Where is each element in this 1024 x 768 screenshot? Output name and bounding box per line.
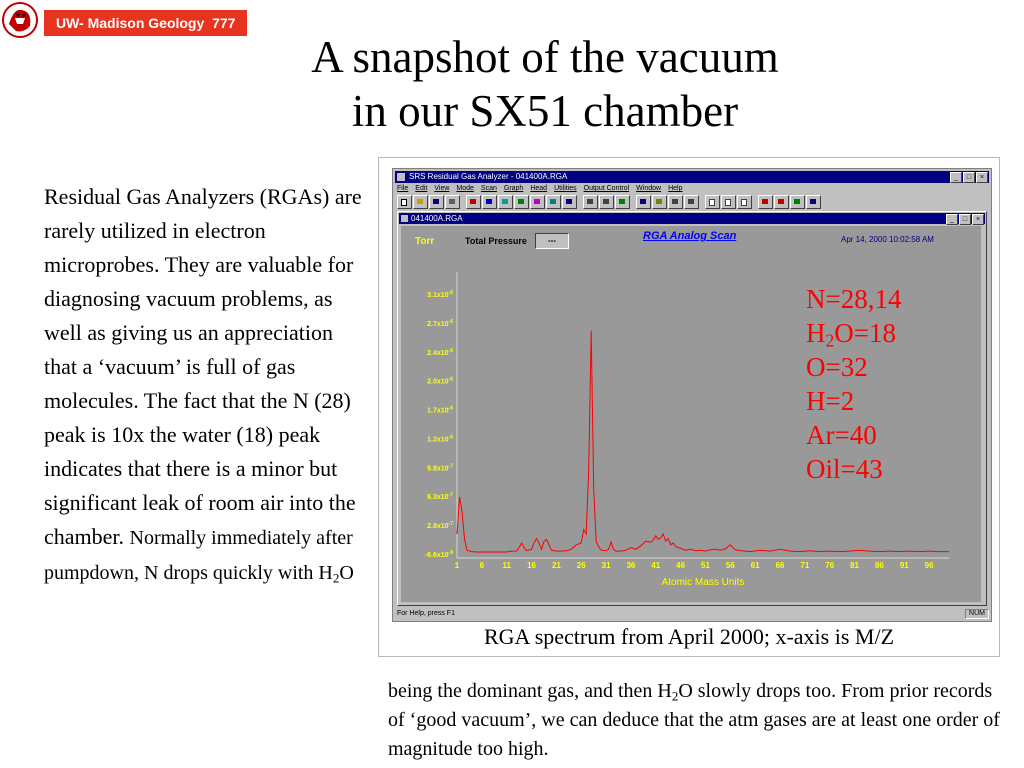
print-button[interactable]	[445, 195, 460, 209]
scan-mode-button-6[interactable]	[546, 195, 561, 209]
course-badge: UW- Madison Geology 777	[44, 10, 247, 36]
app-icon	[397, 173, 405, 181]
document-titlebar	[399, 213, 985, 224]
x-tick-label: 86	[874, 561, 884, 570]
y-tick-label: $2.8x10^{-7}$	[427, 521, 453, 531]
title-line-2: in our SX51 chamber	[351, 86, 739, 136]
menu-output-control[interactable]: Output Control	[583, 185, 630, 192]
toolbar	[397, 195, 821, 209]
legend-oil: Oil=43	[806, 454, 883, 484]
doc-restore-button[interactable]: □	[959, 214, 971, 225]
y-tick-label: $2.4x10^{-6}$	[427, 347, 453, 357]
menu-scan[interactable]: Scan	[480, 185, 497, 192]
status-text: For Help, press F1	[397, 610, 455, 617]
tool-button-1[interactable]	[758, 195, 773, 209]
y-tick-label: $6.3x10^{-7}$	[427, 492, 453, 502]
x-tick-label: 26	[576, 561, 586, 570]
menu-edit[interactable]: Edit	[415, 185, 428, 192]
total-pressure-value: ---	[535, 233, 569, 249]
menu-graph[interactable]: Graph	[503, 185, 524, 192]
legend-argon: Ar=40	[806, 420, 877, 450]
menu-bar	[397, 184, 682, 194]
x-tick-label: 66	[775, 561, 785, 570]
y-tick-label: $2.0x10^{-6}$	[427, 376, 453, 386]
y-tick-label: $1.7x10^{-6}$	[427, 405, 453, 415]
legend-hydrogen: H=2	[806, 386, 855, 416]
slide-title	[220, 30, 870, 138]
screenshot-frame	[378, 157, 1000, 657]
legend-oxygen: O=32	[806, 352, 868, 382]
x-tick-label: 11	[502, 561, 511, 570]
x-tick-label: 6	[479, 561, 485, 570]
left-paragraph-2: Normally immediately after pumpdown, N drops quickly with $H_2O$	[44, 527, 354, 586]
peak-legend	[806, 282, 901, 486]
y-tick-label: $-6.6x10^{-8}$	[424, 550, 453, 559]
x-tick-label: 41	[651, 561, 661, 570]
num-lock-indicator: NUM	[965, 609, 989, 619]
x-tick-label: 31	[601, 561, 611, 570]
scan-mode-button-4[interactable]	[514, 195, 529, 209]
scan-mode-button-7[interactable]	[562, 195, 577, 209]
legend-nitrogen: N=28,14	[806, 284, 902, 314]
x-tick-label: 46	[676, 561, 686, 570]
x-tick-label: 96	[924, 561, 934, 570]
window-button-3[interactable]	[737, 195, 752, 209]
rga-application-window	[392, 168, 992, 622]
x-tick-label: 36	[626, 561, 636, 570]
menu-window[interactable]: Window	[636, 185, 662, 192]
y-tick-label: $9.8x10^{-7}$	[427, 463, 453, 473]
doc-close-button[interactable]: ×	[972, 214, 984, 225]
x-tick-label: 61	[750, 561, 760, 570]
scan-timestamp: Apr 14, 2000 10:02:58 AM	[841, 235, 934, 244]
total-pressure-label: Total Pressure	[465, 236, 527, 246]
status-bar	[395, 609, 989, 619]
unit-label: Torr	[415, 236, 435, 247]
x-axis-title: Atomic Mass Units	[661, 577, 745, 588]
new-file-button[interactable]	[397, 195, 412, 209]
figure-caption: RGA spectrum from April 2000; x-axis is M/Z	[483, 624, 895, 649]
y-tick-label: $3.1x10^{-6}$	[427, 290, 453, 299]
x-tick-label: 16	[527, 561, 536, 570]
title-line-1: A snapshot of the vacuum	[311, 32, 779, 82]
scan-title: RGA Analog Scan	[643, 230, 737, 242]
scan-mode-button-2[interactable]	[482, 195, 497, 209]
document-icon	[401, 215, 408, 222]
arrow-left-button[interactable]	[668, 195, 683, 209]
x-tick-label: 56	[725, 561, 735, 570]
x-tick-label: 71	[800, 561, 810, 570]
menu-file[interactable]: File	[397, 185, 409, 192]
head-button-2[interactable]	[652, 195, 667, 209]
menu-head[interactable]: Head	[530, 185, 548, 192]
legend-water: $H_2O=18$	[806, 318, 896, 351]
x-tick-label: 81	[850, 561, 860, 570]
y-tick-label: $1.3x10^{-6}$	[427, 434, 453, 444]
window-button-1[interactable]	[705, 195, 720, 209]
head-button-1[interactable]	[636, 195, 651, 209]
menu-mode[interactable]: Mode	[456, 185, 474, 192]
open-file-button[interactable]	[413, 195, 428, 209]
close-button[interactable]: ×	[976, 172, 988, 183]
bottom-body-text: being the dominant gas, and then $H_2O$ slowly drops too. From prior records of ‘good vacuum’, we can deduce that the atm gases are at least one order of magnitude too high.	[388, 680, 1000, 760]
doc-minimize-button[interactable]: _	[946, 214, 958, 225]
menu-utilities[interactable]: Utilities	[554, 185, 577, 192]
left-body-text	[44, 180, 364, 590]
graph-button-3[interactable]	[615, 195, 630, 209]
graph-button-1[interactable]	[583, 195, 598, 209]
scan-mode-button-3[interactable]	[498, 195, 513, 209]
x-tick-label: 51	[701, 561, 710, 570]
y-tick-label: $2.7x10^{-6}$	[427, 318, 453, 328]
context-help-button[interactable]	[806, 195, 821, 209]
left-paragraph-1: Residual Gas Analyzers (RGAs) are rarely utilized in electron microprobes. They are valuable for diagnosing vacuum problems, as well as giving us an appreciation that a ‘vacuum’ is full of gas molecules. The fact that the N (28) peak is 10x the water (18) peak indicates that there is a minor but significant leak of room air into the chamber.	[44, 184, 362, 549]
scan-mode-button-1[interactable]	[466, 195, 481, 209]
minimize-button[interactable]: _	[950, 172, 962, 183]
x-tick-label: 76	[825, 561, 835, 570]
menu-help[interactable]: Help	[668, 185, 683, 192]
maximize-button[interactable]: □	[963, 172, 975, 183]
scan-mode-button-5[interactable]	[530, 195, 545, 209]
tool-button-2[interactable]	[774, 195, 789, 209]
x-tick-label: 21	[551, 561, 561, 570]
x-tick-label: 91	[899, 561, 909, 570]
tool-button-3[interactable]	[790, 195, 805, 209]
x-tick-label: 1	[454, 561, 460, 570]
uw-badger-logo	[0, 0, 40, 40]
graph-button-2[interactable]	[599, 195, 614, 209]
document-title: 041400A.RGA	[411, 214, 463, 223]
window-button-2[interactable]	[721, 195, 736, 209]
arrow-right-button[interactable]	[684, 195, 699, 209]
app-title: SRS Residual Gas Analyzer - 041400A.RGA	[409, 172, 568, 181]
menu-view[interactable]: View	[434, 185, 450, 192]
save-file-button[interactable]	[429, 195, 444, 209]
app-titlebar	[395, 171, 989, 183]
